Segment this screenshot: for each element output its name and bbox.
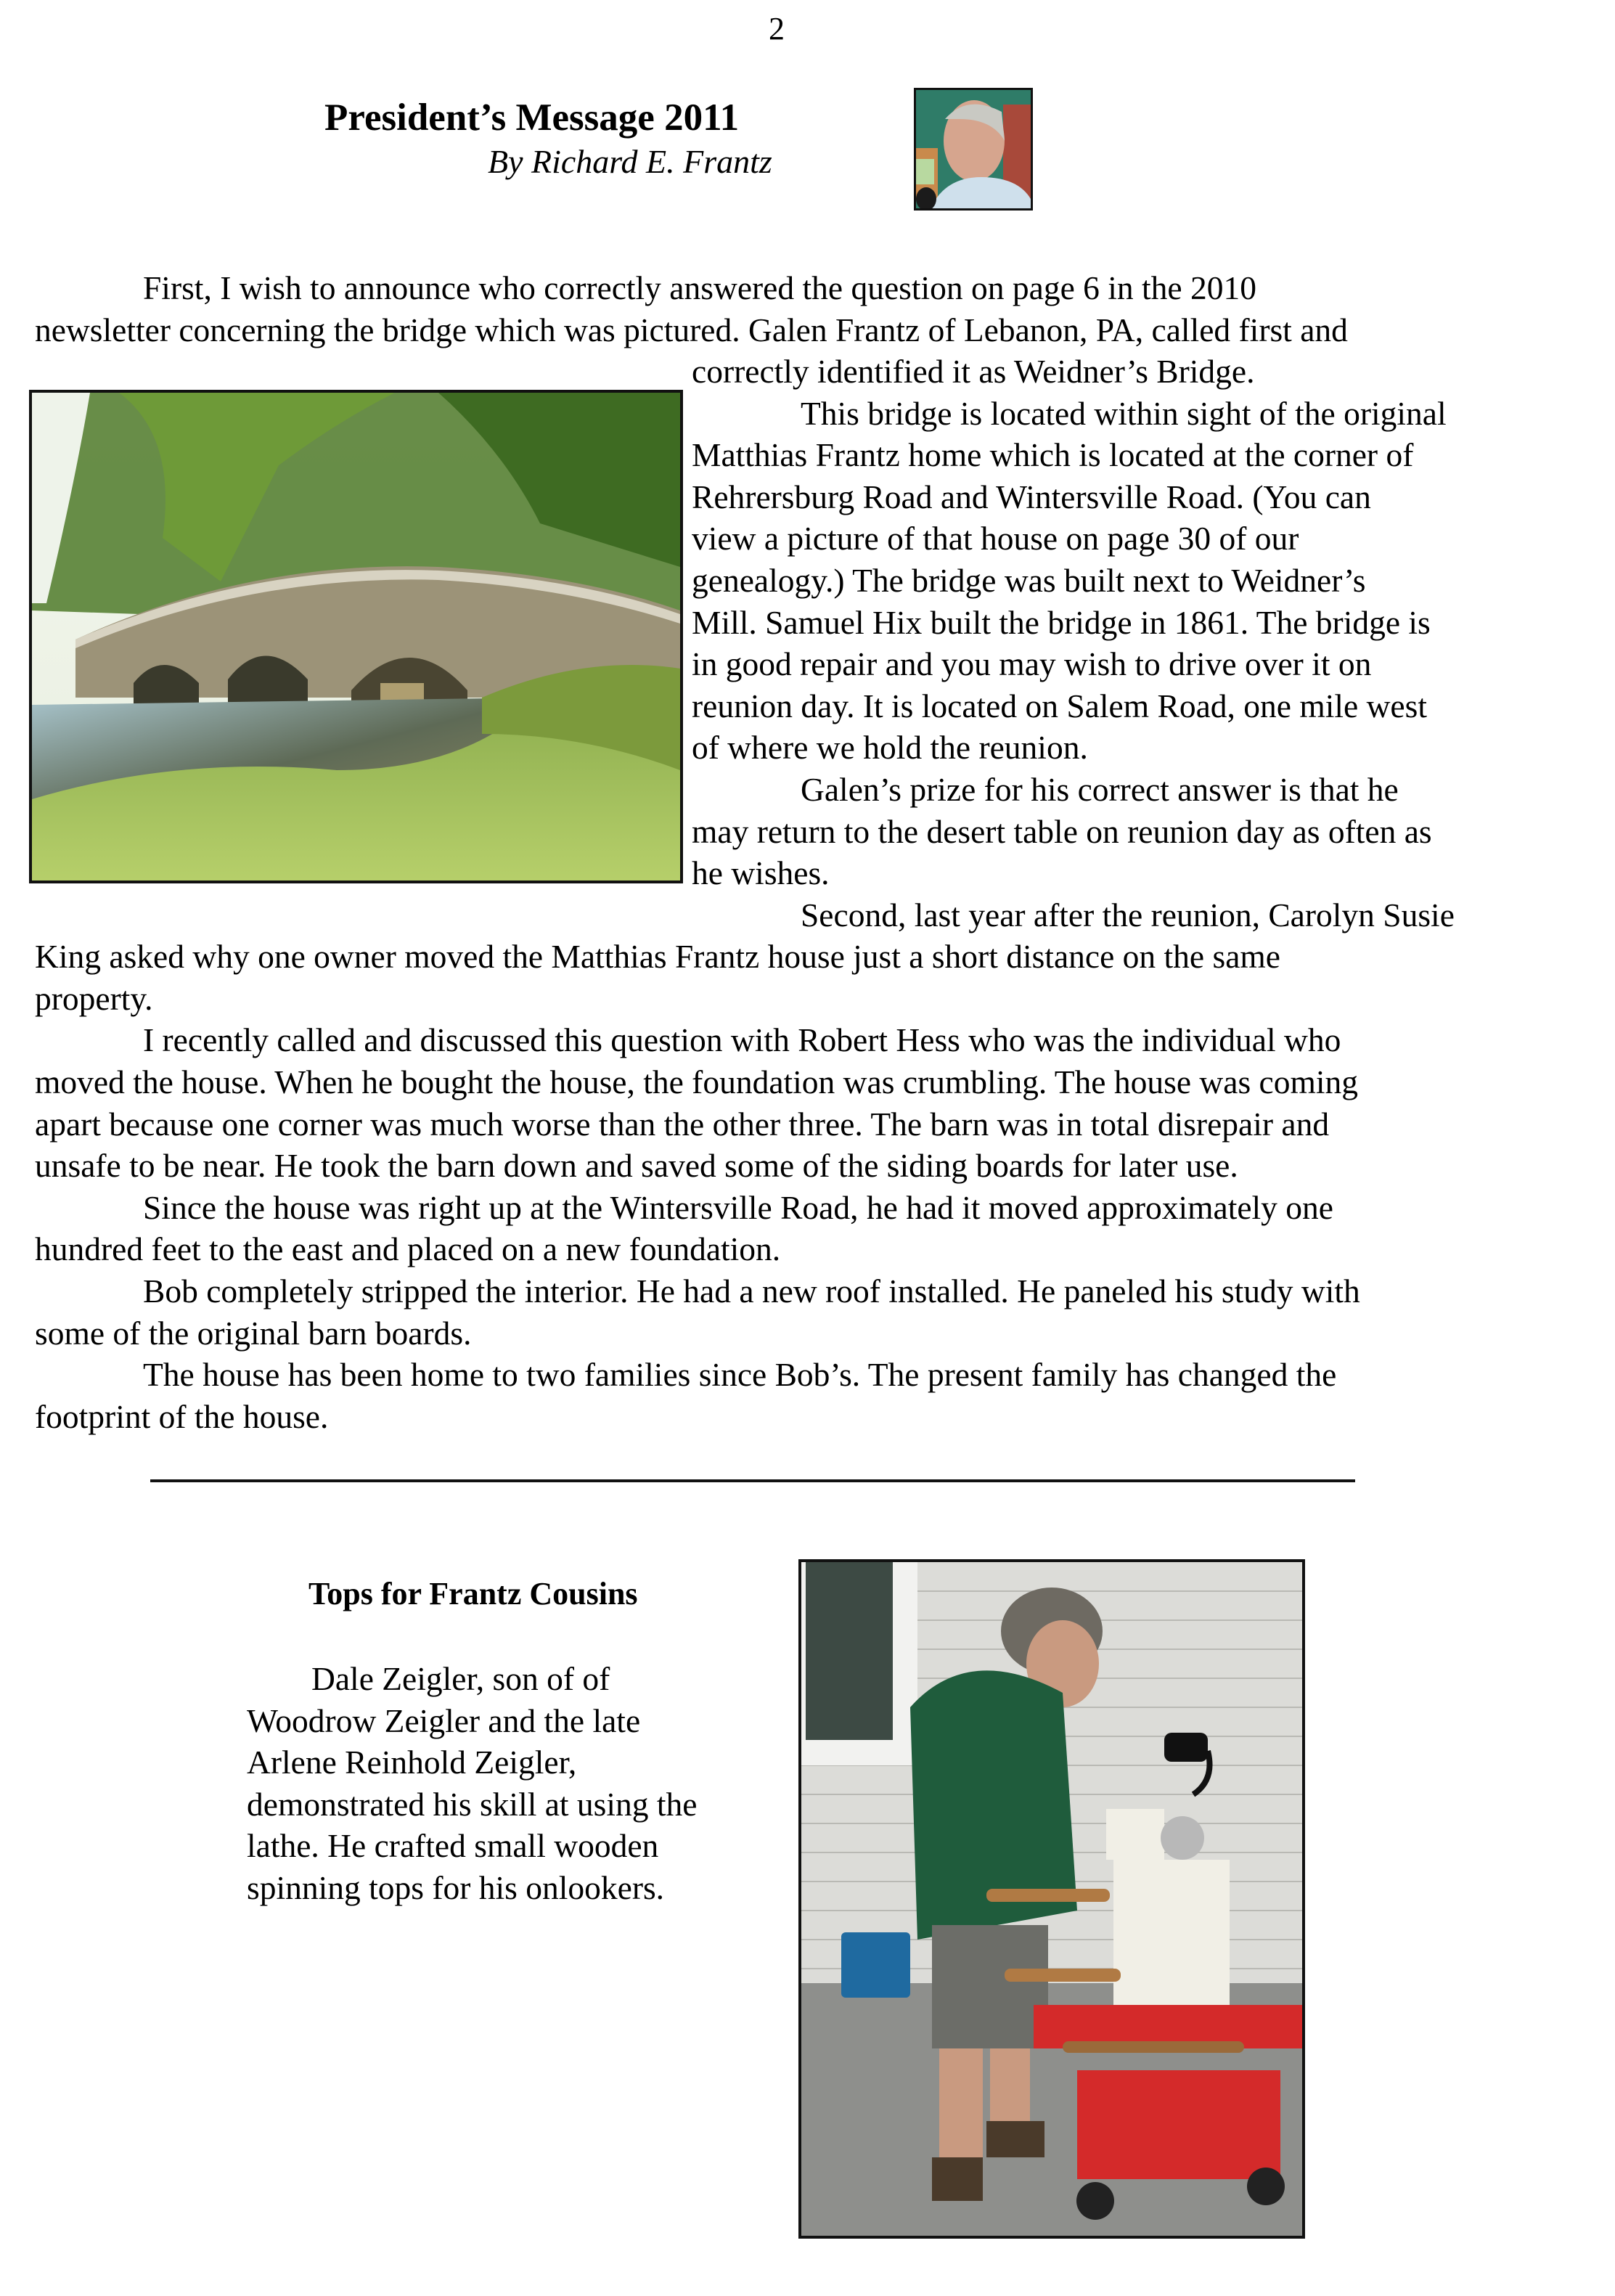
text-line: Woodrow Zeigler and the late xyxy=(247,1702,641,1739)
text-line: newsletter concerning the bridge which was pictured. Galen Frantz of Lebanon, PA, called first and xyxy=(35,311,1348,348)
page-number: 2 xyxy=(769,11,785,46)
text-line: Bob completely stripped the interior. He had a new roof installed. He paneled his study with xyxy=(143,1272,1360,1310)
article-byline: By Richard E. Frantz xyxy=(488,143,772,180)
text-line: Dale Zeigler, son of of xyxy=(311,1660,610,1697)
text-line: spinning tops for his onlookers. xyxy=(247,1869,665,1906)
article-title: President’s Message 2011 xyxy=(324,97,740,139)
text-line: The house has been home to two families since Bob’s. The present family has changed the xyxy=(143,1356,1337,1393)
text-line: genealogy.) The bridge was built next to Weidner’s xyxy=(692,562,1366,599)
text-line: moved the house. When he bought the house, the foundation was crumbling. The house was coming xyxy=(35,1063,1359,1100)
text-line: hundred feet to the east and placed on a new foundation. xyxy=(35,1230,781,1267)
text-line: he wishes. xyxy=(692,854,830,891)
text-line: may return to the desert table on reunion day as often as xyxy=(692,813,1432,850)
text-line: unsafe to be near. He took the barn down and saved some of the siding boards for later use. xyxy=(35,1147,1238,1184)
text-line: in good repair and you may wish to drive over it on xyxy=(692,645,1372,682)
text-line: of where we hold the reunion. xyxy=(692,729,1088,766)
text-line: reunion day. It is located on Salem Road, one mile west xyxy=(692,687,1427,724)
text-line: Since the house was right up at the Wintersville Road, he had it moved approximately one xyxy=(143,1189,1333,1226)
text-line: apart because one corner was much worse than the other three. The barn was in total disrepair and xyxy=(35,1106,1330,1143)
text-line: Arlene Reinhold Zeigler, xyxy=(247,1744,577,1781)
text-line: demonstrated his skill at using the xyxy=(247,1786,698,1823)
text-line: correctly identified it as Weidner’s Bridge. xyxy=(692,353,1255,390)
text-line: view a picture of that house on page 30 of our xyxy=(692,520,1299,557)
tops-article-title: Tops for Frantz Cousins xyxy=(308,1576,638,1611)
section-divider xyxy=(150,1479,1355,1482)
text-line: I recently called and discussed this question with Robert Hess who was the individual who xyxy=(143,1021,1341,1058)
text-line: Rehrersburg Road and Wintersville Road. (You can xyxy=(692,478,1371,515)
text-line: Matthias Frantz home which is located at the corner of xyxy=(692,436,1414,473)
text-line: Galen’s prize for his correct answer is that he xyxy=(801,771,1399,808)
lathe-demonstration-photo xyxy=(798,1559,1305,2239)
text-line: property. xyxy=(35,980,153,1017)
text-line: footprint of the house. xyxy=(35,1398,329,1435)
text-line: First, I wish to announce who correctly answered the question on page 6 in the 2010 xyxy=(143,269,1257,306)
bridge-photo xyxy=(29,390,683,883)
text-line: some of the original barn boards. xyxy=(35,1315,472,1352)
text-line: Second, last year after the reunion, Carolyn Susie xyxy=(801,896,1455,933)
text-line: Mill. Samuel Hix built the bridge in 1861. The bridge is xyxy=(692,604,1431,641)
text-line: lathe. He crafted small wooden xyxy=(247,1827,659,1864)
text-line: This bridge is located within sight of the original xyxy=(801,395,1447,432)
text-line: King asked why one owner moved the Matthias Frantz house just a short distance on the same xyxy=(35,938,1280,975)
author-portrait-photo xyxy=(914,88,1033,211)
